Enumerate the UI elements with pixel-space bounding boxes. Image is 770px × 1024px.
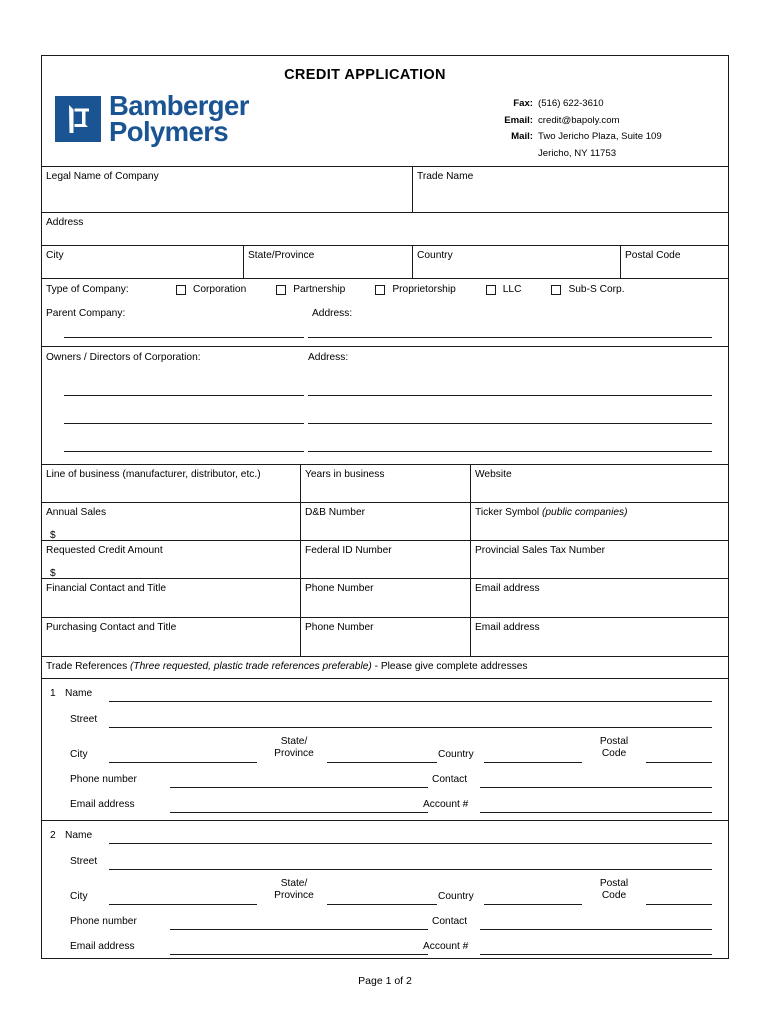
checkbox-llc-box[interactable] [486, 285, 496, 295]
owners-address-label: Address: [308, 352, 349, 363]
trade-reference-2-street-label: Street [70, 856, 98, 867]
trade-reference-2-state-line[interactable] [327, 904, 437, 905]
federal-id-number-label: Federal ID Number [305, 545, 392, 556]
trade-name-label: Trade Name [417, 171, 474, 182]
row-financial-contact [42, 579, 728, 618]
page-title: CREDIT APPLICATION [284, 67, 446, 83]
field-purchasing-phone[interactable] [301, 618, 471, 656]
trade-reference-2-account-label: Account # [423, 941, 469, 952]
website-label: Website [475, 469, 512, 480]
owner-write-line-1[interactable] [64, 395, 304, 396]
country-label: Country [417, 250, 453, 261]
field-dnb-number[interactable] [301, 503, 471, 540]
mail-value-line-2: Jericho, NY 11753 [538, 147, 617, 159]
parent-address-label: Address: [312, 308, 353, 319]
trade-reference-1-city-label: City [70, 749, 88, 760]
ticker-symbol-label [475, 506, 726, 519]
field-financial-contact[interactable] [42, 579, 301, 617]
trade-reference-2-city-label: City [70, 891, 88, 902]
trade-reference-2-city-line[interactable] [109, 904, 257, 905]
row-city-state-country-postal [42, 246, 728, 279]
trade-reference-1-postal-line-1: Postal [599, 736, 629, 747]
trade-reference-2-street-line[interactable] [109, 869, 712, 870]
checkbox-corporation-label: Corporation [193, 284, 247, 295]
trade-reference-2-name-label: Name [65, 830, 93, 841]
trade-reference-1-account-line[interactable] [480, 812, 712, 813]
row-line-of-business [42, 465, 728, 503]
trade-reference-1-country-label: Country [438, 749, 474, 760]
state-province-label: State/Province [248, 250, 315, 261]
trade-reference-1-contact-label: Contact [432, 774, 468, 785]
trade-reference-1-postal-line[interactable] [646, 762, 712, 763]
field-federal-id-number[interactable] [301, 541, 471, 578]
trade-reference-1-email-label: Email address [70, 799, 135, 810]
trade-reference-2-postal-code-label [585, 878, 643, 902]
checkbox-llc-label: LLC [502, 284, 522, 295]
trade-reference-2-contact-label: Contact [432, 916, 468, 927]
owners-directors-label: Owners / Directors of Corporation: [46, 352, 201, 363]
row-owners-directors [42, 347, 728, 465]
checkbox-corporation-box[interactable] [176, 285, 186, 295]
trade-reference-1-account-label: Account # [423, 799, 469, 810]
dnb-number-label: D&B Number [305, 507, 366, 518]
trade-reference-2-country-line[interactable] [484, 904, 582, 905]
brand-line-1: Bamberger [109, 90, 249, 121]
trade-reference-2-phone-label: Phone number [70, 916, 137, 927]
parent-company-write-line[interactable] [64, 337, 304, 338]
checkbox-partnership-label: Partnership [293, 284, 346, 295]
postal-code-label: Postal Code [625, 250, 681, 261]
field-requested-credit-amount[interactable] [42, 541, 301, 578]
trade-reference-1-city-line[interactable] [109, 762, 257, 763]
checkbox-sub-s-corp-box[interactable] [551, 285, 561, 295]
financial-phone-label: Phone Number [305, 583, 374, 594]
owner-address-write-line-2[interactable] [308, 423, 712, 424]
trade-reference-1-phone-line[interactable] [170, 787, 428, 788]
checkbox-partnership[interactable] [276, 284, 345, 295]
owner-write-line-2[interactable] [64, 423, 304, 424]
row-type-of-company [42, 279, 728, 347]
years-in-business-label: Years in business [305, 469, 385, 480]
owner-write-line-3[interactable] [64, 451, 304, 452]
trade-reference-1-state-line-2: Province [274, 748, 314, 759]
parent-company-label: Parent Company: [46, 308, 126, 319]
email-value: credit@bapoly.com [538, 114, 620, 126]
trade-reference-1-index: 1 [50, 688, 56, 699]
fax-label: Fax: [513, 98, 533, 109]
field-financial-phone[interactable] [301, 579, 471, 617]
purchasing-email-label: Email address [475, 622, 540, 633]
owner-address-write-line-1[interactable] [308, 395, 712, 396]
address-label: Address [46, 217, 84, 228]
annual-sales-label: Annual Sales [46, 507, 107, 518]
form-header [42, 56, 728, 167]
contact-mail-row-2 [496, 146, 690, 163]
field-ticker-symbol[interactable] [471, 503, 726, 540]
financial-contact-label: Financial Contact and Title [46, 583, 167, 594]
trade-reference-1-state-province-label [264, 736, 324, 760]
purchasing-phone-label: Phone Number [305, 622, 374, 633]
mail-label-spacer [496, 146, 538, 163]
trade-reference-1-name-line[interactable] [109, 701, 712, 702]
field-financial-email[interactable] [471, 579, 726, 617]
row-requested-credit [42, 541, 728, 579]
trade-reference-1-contact-line[interactable] [480, 787, 712, 788]
contact-block [496, 96, 690, 162]
fax-value: (516) 622-3610 [538, 98, 604, 109]
trade-reference-1-street-line[interactable] [109, 727, 712, 728]
checkbox-sub-s-corp-label: Sub-S Corp. [568, 284, 625, 295]
contact-email-row [496, 113, 690, 130]
financial-email-label: Email address [475, 583, 540, 594]
mail-value-line-1: Two Jericho Plaza, Suite 109 [538, 131, 662, 142]
brand-line-2: Polymers [109, 115, 229, 147]
trade-reference-2-country-label: Country [438, 891, 474, 902]
field-website[interactable] [471, 465, 726, 502]
trade-reference-1-name-label: Name [65, 688, 93, 699]
trade-reference-2-state-line-2: Province [274, 890, 314, 901]
field-purchasing-email[interactable] [471, 618, 726, 656]
provincial-sales-tax-number-label: Provincial Sales Tax Number [475, 545, 606, 556]
bamberger-flag-mark-icon [55, 96, 101, 142]
ticker-symbol-text: Ticker Symbol [475, 507, 542, 518]
checkbox-sub-s-corp[interactable] [551, 284, 624, 295]
trade-reference-1-state-line[interactable] [327, 762, 437, 763]
trade-reference-1-state-line-1: State/ [280, 736, 308, 747]
ticker-symbol-note: (public companies) [541, 507, 628, 518]
trade-reference-2-contact-line[interactable] [480, 929, 712, 930]
trade-reference-2-email-label: Email address [70, 941, 135, 952]
field-postal-code[interactable] [621, 246, 726, 278]
form-frame [41, 55, 729, 959]
field-address[interactable] [42, 213, 726, 245]
type-of-company-label: Type of Company: [46, 284, 129, 295]
checkbox-proprietorship[interactable] [375, 284, 455, 295]
field-legal-name[interactable] [42, 167, 413, 212]
trade-reference-2-index: 2 [50, 830, 56, 841]
legal-name-label: Legal Name of Company [46, 171, 159, 182]
trade-reference-1-postal-line-2: Code [601, 748, 627, 759]
checkbox-proprietorship-box[interactable] [375, 285, 385, 295]
mail-label: Mail: [511, 131, 533, 142]
field-years-in-business[interactable] [301, 465, 471, 502]
trade-reference-2-postal-line-1: Postal [599, 878, 629, 889]
trade-reference-2-postal-line-2: Code [601, 890, 627, 901]
brand-logo [55, 90, 249, 147]
contact-fax-row [496, 96, 690, 113]
email-label: Email: [504, 114, 533, 126]
brand-wordmark [109, 90, 249, 147]
owner-address-write-line-3[interactable] [308, 451, 712, 452]
page-footer: Page 1 of 2 [358, 975, 412, 987]
checkbox-llc[interactable] [486, 284, 522, 295]
checkbox-corporation[interactable] [176, 284, 246, 295]
trade-reference-2-account-line[interactable] [480, 954, 712, 955]
row-address [42, 213, 728, 246]
field-annual-sales[interactable] [42, 503, 301, 540]
trade-reference-2-postal-line[interactable] [646, 904, 712, 905]
type-of-company-options [46, 284, 724, 295]
field-line-of-business[interactable] [42, 465, 301, 502]
trade-reference-2-email-line[interactable] [170, 954, 428, 955]
row-purchasing-contact [42, 618, 728, 657]
trade-references-heading [42, 657, 728, 679]
line-of-business-label: Line of business (manufacturer, distributor, etc.) [46, 469, 261, 480]
trade-reference-block-1 [42, 679, 728, 821]
trade-reference-2-name-line[interactable] [109, 843, 712, 844]
trade-references-heading-part-2: - Please give complete addresses [371, 661, 528, 672]
trade-reference-1-street-label: Street [70, 714, 98, 725]
checkbox-partnership-box[interactable] [276, 285, 286, 295]
field-state-province[interactable] [244, 246, 413, 278]
city-label: City [46, 250, 64, 261]
trade-reference-1-phone-label: Phone number [70, 774, 137, 785]
trade-reference-2-phone-line[interactable] [170, 929, 428, 930]
annual-sales-currency-prefix: $ [50, 530, 56, 541]
field-purchasing-contact[interactable] [42, 618, 301, 656]
row-annual-sales [42, 503, 728, 541]
trade-reference-2-state-province-label [264, 878, 324, 902]
row-legal-trade-name [42, 167, 728, 213]
trade-references-heading-italic: (Three requested, plastic trade references preferable) [130, 661, 372, 672]
field-country[interactable] [413, 246, 621, 278]
requested-credit-currency-prefix: $ [50, 568, 56, 579]
field-city[interactable] [42, 246, 244, 278]
checkbox-proprietorship-label: Proprietorship [392, 284, 456, 295]
trade-references-heading-part-1: Trade References [46, 661, 130, 672]
trade-reference-1-postal-code-label [585, 736, 643, 760]
trade-reference-1-country-line[interactable] [484, 762, 582, 763]
field-trade-name[interactable] [413, 167, 726, 212]
trade-reference-1-email-line[interactable] [170, 812, 428, 813]
trade-reference-block-2 [42, 821, 728, 963]
purchasing-contact-label: Purchasing Contact and Title [46, 622, 177, 633]
contact-mail-row [496, 129, 690, 146]
parent-address-write-line[interactable] [308, 337, 712, 338]
trade-reference-2-state-line-1: State/ [280, 878, 308, 889]
field-provincial-sales-tax-number[interactable] [471, 541, 726, 578]
requested-credit-amount-label: Requested Credit Amount [46, 545, 163, 556]
